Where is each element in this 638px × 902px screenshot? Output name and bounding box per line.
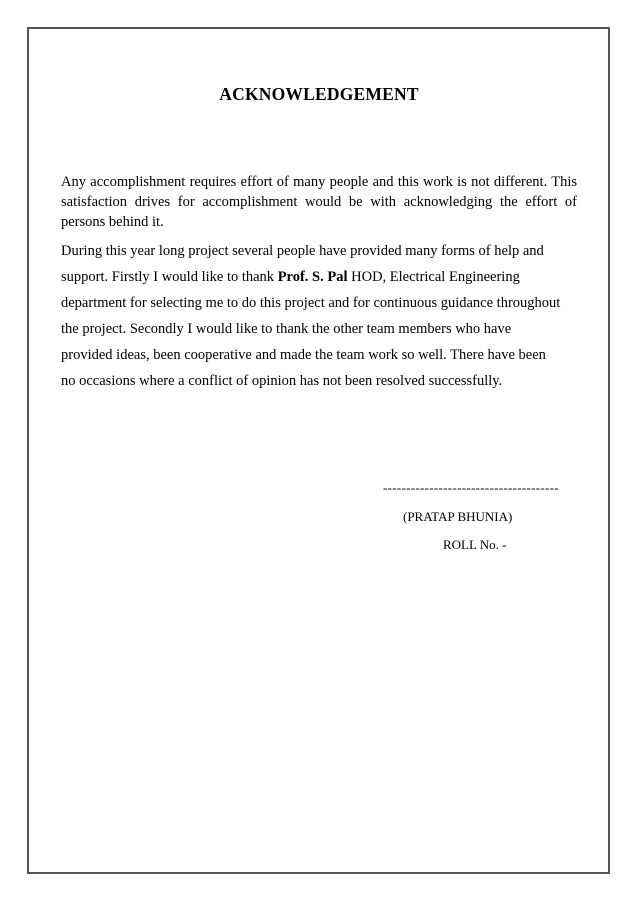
paragraph-thanks-line-2 [61, 264, 591, 290]
page-border [27, 27, 610, 874]
paragraph-thanks-line-4: the project. Secondly I would like to thank the other team members who have [61, 321, 512, 337]
paragraph-thanks-line-5: provided ideas, been cooperative and made the team work so well. There have been [61, 347, 546, 363]
paragraph-thanks-line-1: During this year long project several people have provided many forms of help and [61, 243, 544, 259]
paragraph-thanks [61, 238, 591, 394]
paragraph-thanks-line-3: department for selecting me to do this project and for continuous guidance throughout [61, 295, 561, 311]
signature-line: -------------------------------------- [383, 480, 559, 495]
hod-name: Prof. S. Pal [277, 269, 348, 285]
thanks-text-before: support. Firstly I would like to thank [61, 269, 278, 285]
thanks-text-after: HOD, Electrical Engineering [347, 269, 520, 285]
signature-name: (PRATAP BHUNIA) [403, 509, 513, 524]
signature-roll-number: ROLL No. - [443, 537, 507, 552]
page-title: ACKNOWLEDGEMENT [219, 84, 419, 104]
paragraph-thanks-line-6: no occasions where a conflict of opinion has not been resolved successfully. [61, 373, 503, 389]
paragraph-intro: Any accomplishment requires effort of many people and this work is not different. This satisfaction drives for accomplishment would be with acknowledging the effort of persons behind it. [61, 174, 577, 230]
